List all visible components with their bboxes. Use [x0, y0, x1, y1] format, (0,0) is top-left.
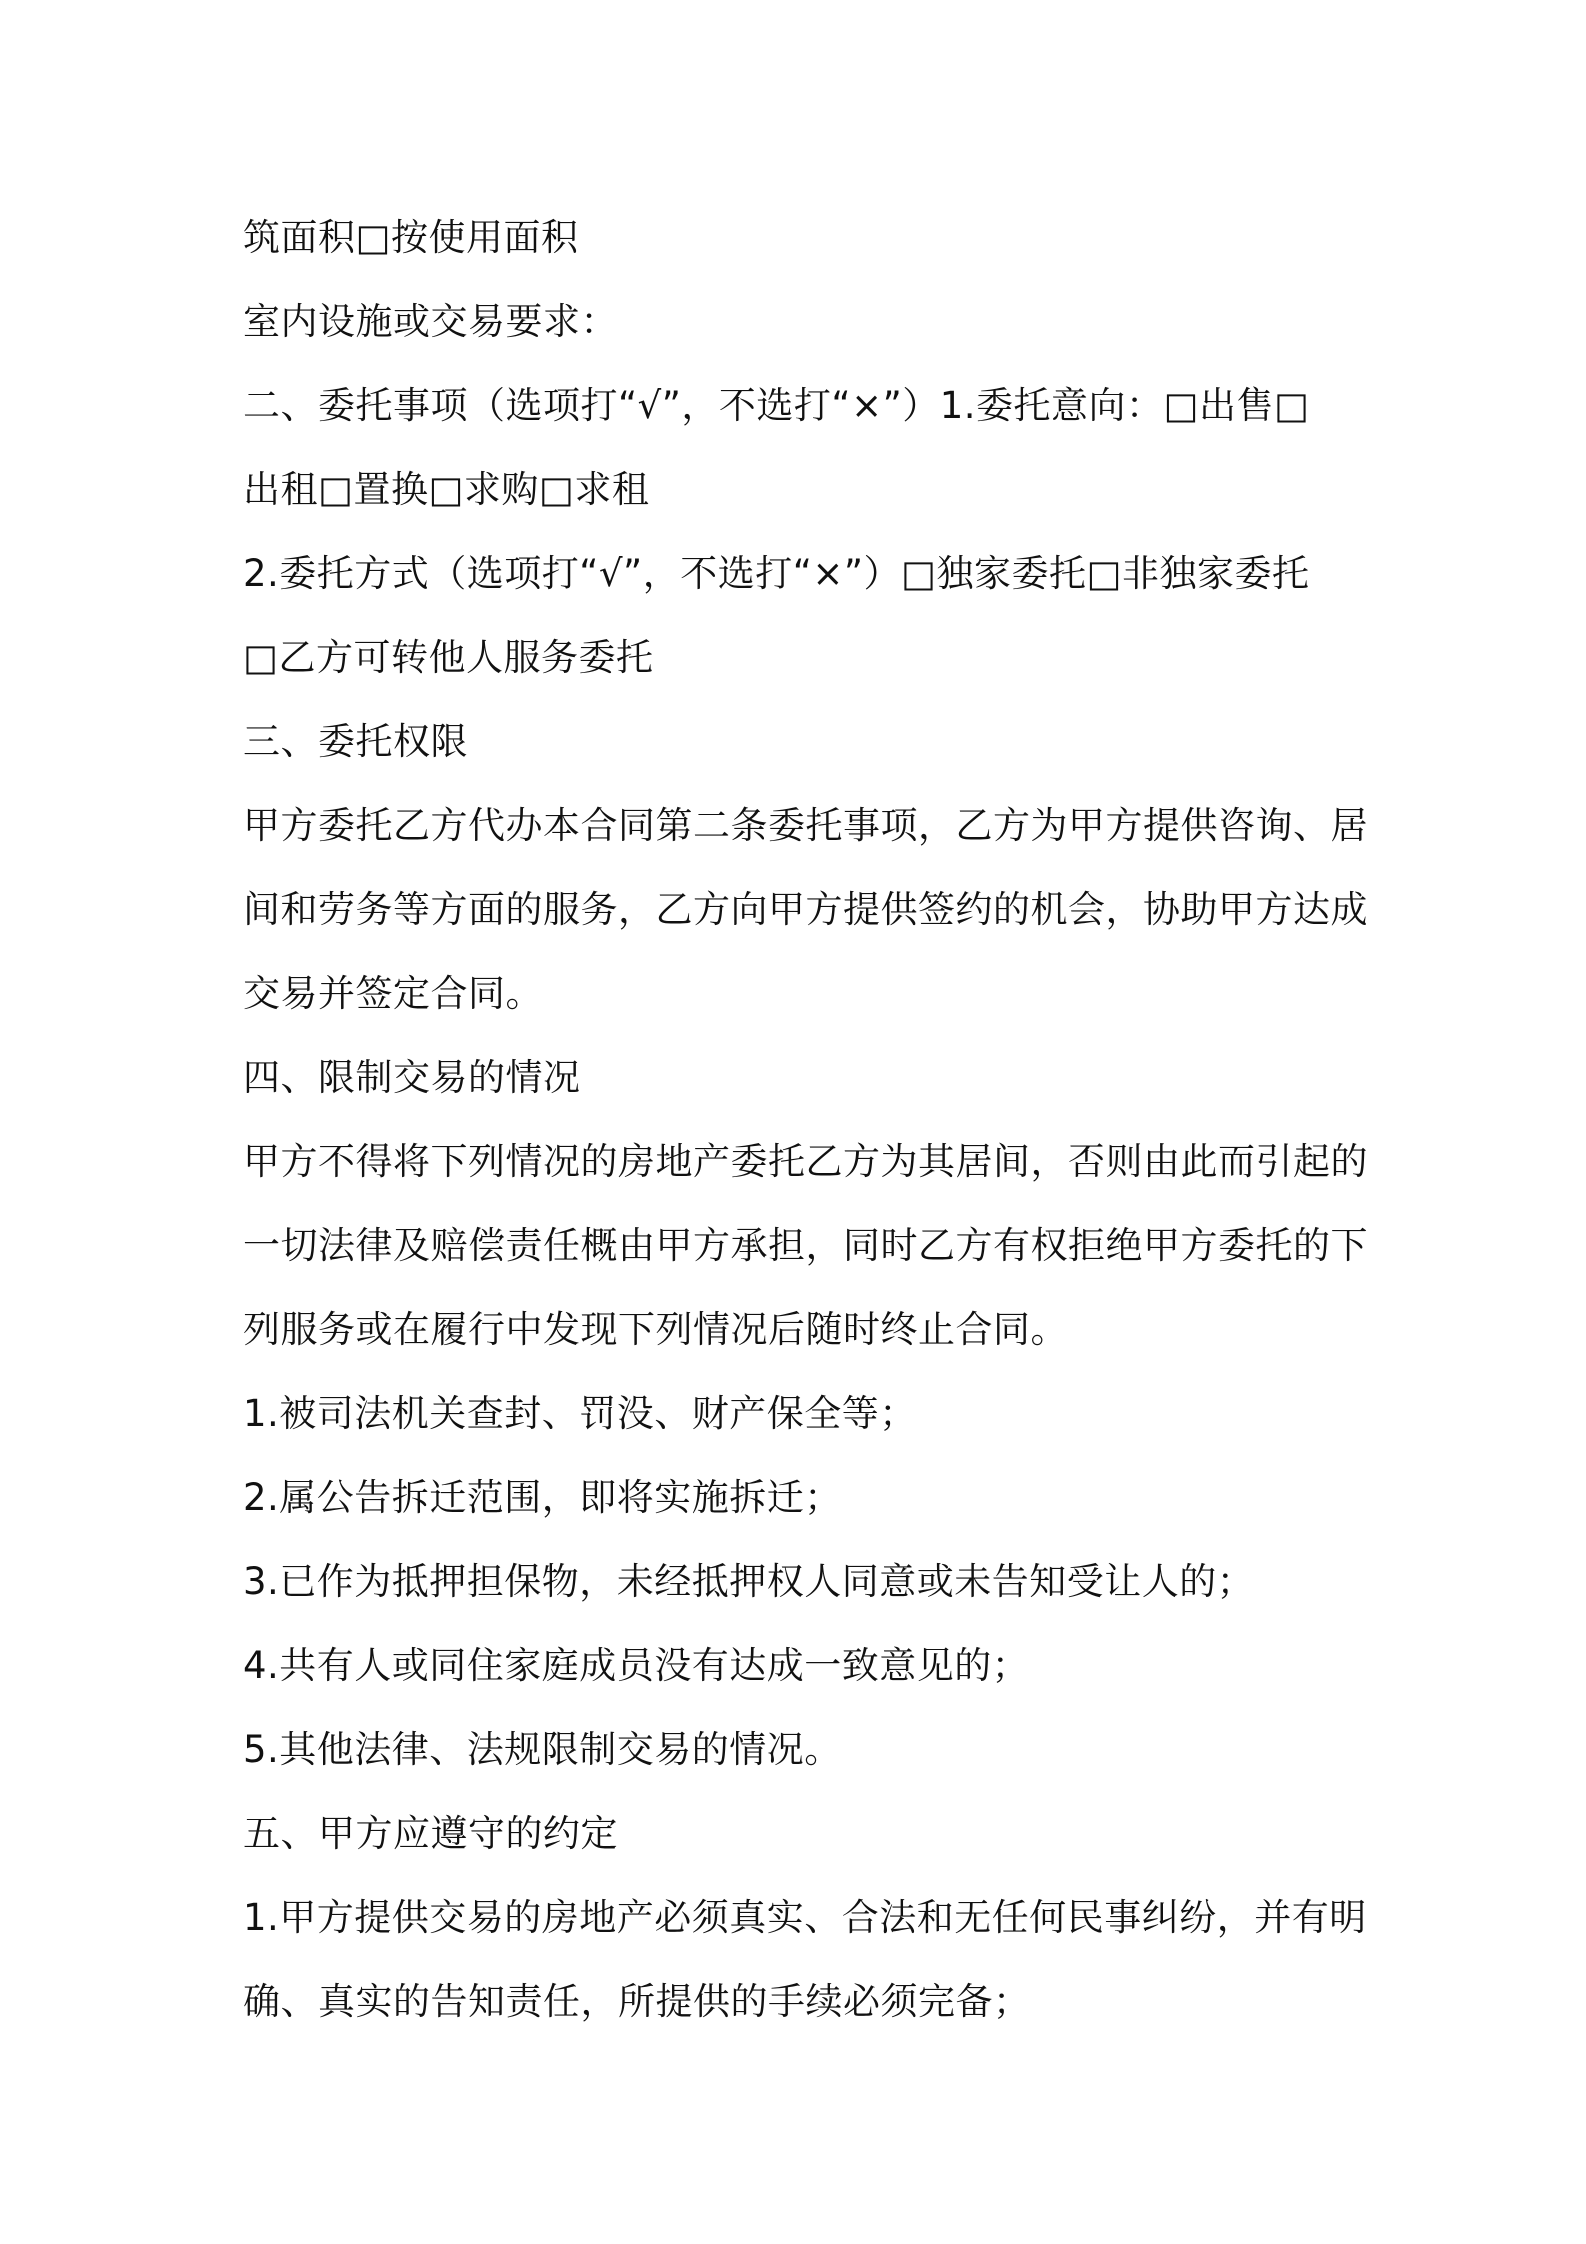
- text-line: □乙方可转他人服务委托: [243, 636, 654, 679]
- section-heading-2: 二、委托事项（选项打“√”，不选打“×”）1.委托意向：□出售□: [243, 384, 1310, 427]
- list-item: 4.共有人或同住家庭成员没有达成一致意见的；: [243, 1644, 1030, 1687]
- list-item: 1.甲方提供交易的房地产必须真实、合法和无任何民事纠纷，并有明: [243, 1896, 1367, 1939]
- text-line: 间和劳务等方面的服务，乙方向甲方提供签约的机会，协助甲方达成: [243, 888, 1368, 931]
- text-line: 筑面积□按使用面积: [243, 216, 579, 259]
- text-line: 2.委托方式（选项打“√”，不选打“×”）□独家委托□非独家委托: [243, 552, 1310, 595]
- text-line: 一切法律及赔偿责任概由甲方承担，同时乙方有权拒绝甲方委托的下: [243, 1224, 1368, 1267]
- document-body: [243, 196, 1368, 2044]
- text-line: 甲方委托乙方代办本合同第二条委托事项，乙方为甲方提供咨询、居: [243, 804, 1368, 847]
- text-line: 列服务或在履行中发现下列情况后随时终止合同。: [243, 1308, 1068, 1351]
- text-line: 确、真实的告知责任，所提供的手续必须完备；: [243, 1980, 1031, 2023]
- text-line: 交易并签定合同。: [243, 972, 543, 1015]
- list-item: 3.已作为抵押担保物，未经抵押权人同意或未告知受让人的；: [243, 1560, 1255, 1603]
- section-heading-4: 四、限制交易的情况: [243, 1056, 581, 1099]
- text-line: 出租□置换□求购□求租: [243, 468, 650, 511]
- list-item: 5.其他法律、法规限制交易的情况。: [243, 1728, 842, 1771]
- list-item: 2.属公告拆迁范围，即将实施拆迁；: [243, 1476, 842, 1519]
- section-heading-3: 三、委托权限: [243, 720, 468, 763]
- text-line: 甲方不得将下列情况的房地产委托乙方为其居间，否则由此而引起的: [243, 1140, 1368, 1183]
- text-line: 室内设施或交易要求：: [243, 300, 618, 343]
- section-heading-5: 五、甲方应遵守的约定: [243, 1812, 618, 1855]
- list-item: 1.被司法机关查封、罚没、财产保全等；: [243, 1392, 917, 1435]
